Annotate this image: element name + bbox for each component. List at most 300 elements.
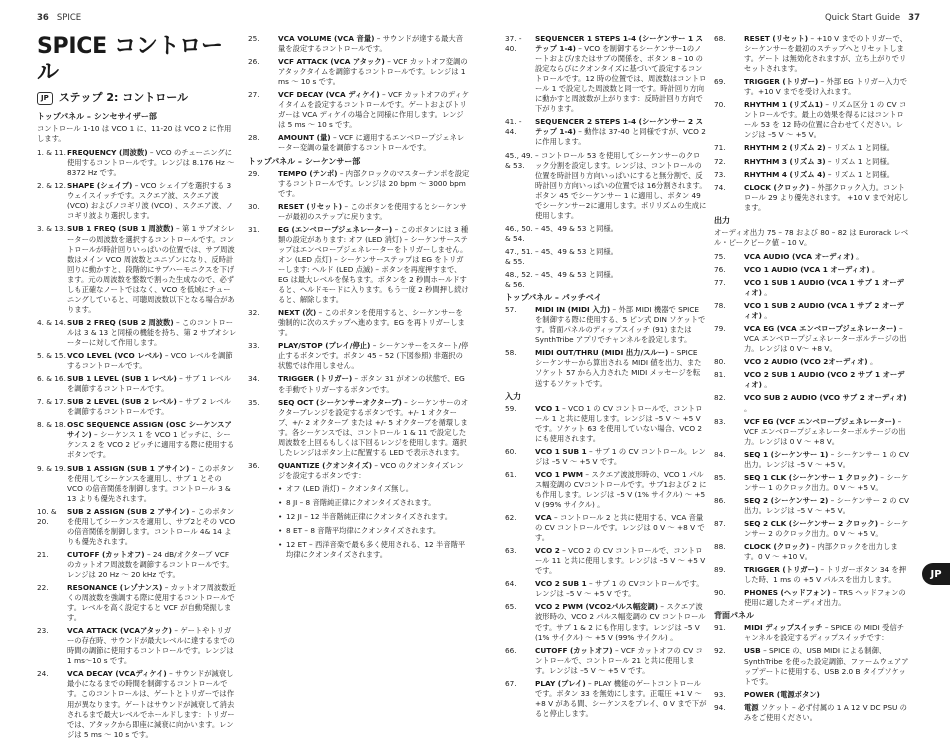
item-description: ソケット – 必ず付属の 1 A 12 V DC PSU のみをご使用ください。 xyxy=(744,702,907,722)
control-item xyxy=(505,447,707,467)
item-text xyxy=(278,34,470,54)
item-label: RESET (リセット) xyxy=(744,34,809,43)
item-number: 66. xyxy=(505,645,517,655)
control-item xyxy=(505,305,707,345)
item-description: – TRS ヘッドフォンの使用に適したオーディオ出力。 xyxy=(744,588,906,608)
item-text xyxy=(278,90,470,130)
item-description: – コントロール 2 と共に使用する、VCA 音量の CV コントロールです。レンジは 0 V ～ +8 V です。 xyxy=(535,513,705,543)
item-description: – このボタンを使用するとシーケンサーが最初のステップに戻ります。 xyxy=(278,201,467,221)
control-item xyxy=(505,247,707,267)
item-label: SUB 1 LEVEL (SUB 1 レベル) xyxy=(67,374,177,384)
item-text xyxy=(535,348,707,388)
control-item xyxy=(505,513,707,543)
item-label: VCO 1 xyxy=(535,403,560,413)
control-item xyxy=(714,519,910,539)
bullet-item xyxy=(278,526,470,536)
item-number: 67. xyxy=(505,678,517,688)
item-description: – VCF カットオフの CV コントロールで、コントロール 21 と共に使用します。レンジは –5 V ～ +5 V です。 xyxy=(535,645,703,675)
item-description: – トリガーボタン 34 を押した時、1 ms の +5 V パルスを出力します。 xyxy=(744,565,907,585)
item-text xyxy=(535,404,707,444)
item-number: 78. xyxy=(714,301,726,311)
item-number: 21. xyxy=(37,549,49,559)
item-number: 48., 52. & 56. xyxy=(505,270,533,290)
item-label: CUTOFF (カットオフ) xyxy=(67,549,145,559)
section-heading xyxy=(37,92,237,105)
item-text xyxy=(744,450,910,470)
subhead-outputs: 出力 xyxy=(714,215,730,225)
bullet-list xyxy=(248,484,470,560)
item-text xyxy=(67,420,237,460)
control-item xyxy=(248,308,470,338)
control-item xyxy=(505,117,707,147)
item-text xyxy=(744,565,910,585)
control-item xyxy=(714,646,910,686)
item-description: – +10 V までのトリガーで、シーケンサーを最初のステップへとリセットします。ゲート は無効化されますが、立ち上がりでリセットされます。 xyxy=(744,34,907,74)
control-item xyxy=(714,170,910,180)
control-item xyxy=(714,265,910,275)
control-item xyxy=(714,278,910,298)
item-description: – SPICE の MIDI 受信チャンネルを設定するディップスイッチです： xyxy=(744,623,905,643)
bullet-text: オフ (LED 消灯) – クオンタイズ無し。 xyxy=(286,483,414,493)
item-number: 41. - 44. xyxy=(505,117,522,137)
item-text xyxy=(67,351,237,371)
item-text xyxy=(744,496,910,516)
item-text xyxy=(535,305,707,345)
control-item xyxy=(505,34,707,114)
item-description: – VCF カットオフ変調のアタックタイムを調節するコントロールです。レンジは 1 ms ～ 10 s です。 xyxy=(278,57,468,87)
item-label: TRIGGER (トリガー) xyxy=(744,565,819,575)
item-number: 10. & 20. xyxy=(37,506,57,526)
item-number: 80. xyxy=(714,357,726,367)
item-number: 25. xyxy=(248,34,260,43)
header-title-right: Quick Start Guide xyxy=(824,13,901,23)
item-label: SEQ OCT (シーケンサーオクターブ) xyxy=(278,397,402,407)
page-number-right: 37 xyxy=(908,13,920,23)
item-number: 31. xyxy=(248,224,260,234)
item-label: MIDI IN (MIDI 入力) xyxy=(535,305,611,315)
item-text xyxy=(535,579,707,599)
control-item xyxy=(714,324,910,354)
bullet-text: 8 JI – 8 音階純正律にクオンタイズされます。 xyxy=(286,497,436,507)
control-item xyxy=(37,224,237,314)
item-text xyxy=(744,34,910,74)
item-number: 36. xyxy=(248,460,260,470)
item-label: SEQ 1 (シーケンサー 1) xyxy=(744,449,829,459)
item-number: 57. xyxy=(505,305,517,315)
item-label: RHYTHM 2 (リズム 2) xyxy=(744,143,826,153)
item-text xyxy=(744,519,910,539)
item-number: 69. xyxy=(714,77,726,87)
control-item xyxy=(714,301,910,321)
item-number: 70. xyxy=(714,100,726,110)
control-item xyxy=(714,252,910,262)
item-text xyxy=(744,473,910,493)
item-text xyxy=(67,669,237,739)
item-text xyxy=(744,265,910,275)
item-text xyxy=(535,513,707,543)
item-number: 65. xyxy=(505,602,517,612)
control-item xyxy=(505,579,707,599)
subhead-patchbay: トップパネル – パッチベイ xyxy=(505,293,602,303)
item-number: 86. xyxy=(714,495,726,505)
control-item xyxy=(37,397,237,417)
item-label: SEQUENCER 2 STEPS 1-4 (シーケンサー 2 ステップ 1-4) xyxy=(535,117,703,137)
item-description: – VCO を制御するシーケンサー1のノートおよび/またはサブの関係を、ボタン 8 – 10 の設定ならびにクオンタイズに基づいて設定するコントロールです。12 時の位置では、周波数はコントロール 1 で設定した周波数と同一です。時計回り方向に動かすと周波数が上がります：反時計回り方向で下がります。 xyxy=(535,44,707,114)
item-list xyxy=(714,252,910,608)
item-number: 45., 49. & 53. xyxy=(505,150,533,170)
control-item xyxy=(248,34,470,54)
item-text xyxy=(744,77,910,97)
bullet-icon: • xyxy=(278,497,283,507)
item-list xyxy=(248,169,470,481)
control-item xyxy=(505,270,707,290)
item-description: – ゲートやトリガーの存在時、サウンドが最大レベルに達するまでの時間の調節に使用するコントロールです。レンジは 1 ms～10 s です。 xyxy=(67,626,235,666)
item-label: VCO LEVEL (VCO レベル) xyxy=(67,351,163,361)
item-number: 46., 50. & 54. xyxy=(505,223,533,243)
item-text xyxy=(278,133,470,153)
subhead-sequencer: トップパネル – シーケンサー部 xyxy=(248,156,361,166)
item-text xyxy=(744,170,910,180)
item-description: – 外部 MIDI 機器で SPICE を制御する際に使用する、5 ピン式 DIN ソケットです。背面パネルのディップスイッチ (91) または SynthTribe アプリでチャンネルを設定します。 xyxy=(535,305,706,345)
item-description: – SPICE の、USB MIDI による制御、SynthTribe を使った設定調節、ファームウェアアップデートに使用する、USB 2.0 B タイプソケットです。 xyxy=(744,646,909,686)
item-list xyxy=(37,148,237,740)
item-label: VCF EG (VCF エンベロープジェネレーター) xyxy=(744,416,896,426)
item-text xyxy=(744,100,910,140)
item-number: 28. xyxy=(248,133,260,143)
control-item xyxy=(505,224,707,244)
item-label: RHYTHM 3 (リズム 3) xyxy=(744,156,826,166)
item-description: – サブ 2 レベルを調節するコントロールです。 xyxy=(67,397,231,417)
item-number: 82. xyxy=(714,393,726,403)
bullet-item xyxy=(278,498,470,508)
item-description: – VCO レベルを調節するコントロールです。 xyxy=(67,351,233,371)
item-label: SHAPE (シェイプ) xyxy=(67,181,133,191)
column-1 xyxy=(37,34,237,743)
item-list xyxy=(248,34,470,154)
item-description: – VCA エンベロープジェネレーターボルテージの出力。レンジは 0 V～ +8 V。 xyxy=(744,324,907,354)
language-tab-jp: JP xyxy=(922,563,950,585)
item-number: 24. xyxy=(37,669,49,679)
item-number: 61. xyxy=(505,469,517,479)
item-description: – リズム区分 1 の CV コントロールです。最上の効果を得るにはコントロール 53 を 12 時の位置に合わせてください。レンジは –5 V ～ +5 V。 xyxy=(744,100,907,140)
item-label: AMOUNT (量) xyxy=(278,133,331,143)
item-text xyxy=(535,117,707,147)
item-label: NEXT (次) xyxy=(278,308,317,318)
control-item xyxy=(714,370,910,390)
item-number: 32. xyxy=(248,308,260,318)
item-text xyxy=(67,626,237,666)
item-text xyxy=(67,318,237,348)
item-label: VCA EG (VCA エンベロープジェネレーター) xyxy=(744,324,897,334)
item-label: VCO SUB 2 AUDIO (VCO サブ 2 オーディオ) xyxy=(744,393,907,403)
item-text xyxy=(67,583,237,623)
item-number: 9. & 19. xyxy=(37,463,66,473)
item-text xyxy=(744,252,910,262)
item-text xyxy=(278,341,470,371)
item-description: 。 xyxy=(869,264,880,274)
control-item xyxy=(714,473,910,493)
item-description: – リズム 1 と同様。 xyxy=(825,143,895,153)
item-description: – シーケンサー 2 のクロック出力。0 V ～ +5 V。 xyxy=(744,518,909,539)
item-label: TEMPO (テンポ) xyxy=(278,168,338,178)
bullet-item xyxy=(278,512,470,522)
item-label: VCO 1 PWM xyxy=(535,469,584,479)
page-number-left: 36 xyxy=(37,13,49,23)
item-text xyxy=(278,308,470,338)
control-item xyxy=(714,34,910,74)
control-item xyxy=(505,602,707,642)
item-description: – VCO のチューニングに使用するコントロールです。レンジは 8.176 Hz ～ 8372 Hz です。 xyxy=(67,148,235,178)
item-label: VCA xyxy=(535,513,552,523)
item-text xyxy=(278,202,470,222)
item-description: – リズム 1 と同様。 xyxy=(825,169,895,179)
item-label: VCO 1 AUDIO (VCA 1 オーディオ) xyxy=(744,264,870,274)
control-item xyxy=(248,374,470,394)
item-number: 37. - 40. xyxy=(505,34,522,54)
item-text xyxy=(67,374,237,394)
page-title: SPICE コントロール xyxy=(37,34,223,85)
item-number: 74. xyxy=(714,182,726,192)
item-number: 93. xyxy=(714,689,726,699)
item-description: – 外部クロック入力。コントロール 29 より優先されます。 +10 V まで対応します。 xyxy=(744,182,909,212)
item-number: 2. & 12. xyxy=(37,181,66,191)
bullet-item xyxy=(278,540,470,560)
item-label: EG (エンベロープジェネレーター) xyxy=(278,224,393,234)
item-number: 33. xyxy=(248,341,260,351)
intro-text: コントロール 1-10 は VCO 1 に、11-20 は VCO 2 に作用します。 xyxy=(37,124,232,144)
item-number: 89. xyxy=(714,565,726,575)
bullet-item xyxy=(278,484,470,494)
item-number: 34. xyxy=(248,374,260,384)
item-number: 27. xyxy=(248,90,260,100)
item-number: 58. xyxy=(505,348,517,358)
item-label: SEQ 2 CLK (シーケンサー 2 クロック) xyxy=(744,518,879,528)
item-number: 8. & 18. xyxy=(37,420,66,430)
control-item xyxy=(248,225,470,305)
item-text xyxy=(744,183,910,213)
item-number: 6. & 16. xyxy=(37,374,66,384)
item-description: – VCF カットオフのディケイタイムを設定するコントロールです。ゲートおよびトリガーは VCA ディケイの場合と同様に作用します。レンジは 5 ms ～ 10 s です。 xyxy=(278,90,470,130)
item-number: 87. xyxy=(714,518,726,528)
control-item xyxy=(714,417,910,447)
subhead-synth: トップパネル – シンセサイザー部 xyxy=(37,112,157,121)
item-text xyxy=(535,151,707,221)
item-label: VCO 2 xyxy=(535,546,560,556)
item-text xyxy=(744,703,910,723)
item-description: – シーケンサー 1 の CV 出力。レンジは –5 V ～ +5 V。 xyxy=(744,449,910,469)
item-description: – 24 dB/オクターブ VCF のカットオフ周波数を調節するコントロールです。レンジは 20 Hz ～ 20 kHz です。 xyxy=(67,549,234,579)
item-number: 68. xyxy=(714,34,726,43)
control-item xyxy=(37,318,237,348)
item-label: SEQ 2 (シーケンサー 2) xyxy=(744,495,829,505)
item-number: 62. xyxy=(505,513,517,523)
item-text xyxy=(535,679,707,719)
control-item xyxy=(714,450,910,470)
item-description: – サブ 1 レベルを調節するコントロールです。 xyxy=(67,374,231,394)
item-text xyxy=(744,690,910,700)
item-label: MIDI ディップスイッチ xyxy=(744,623,823,633)
item-number: 30. xyxy=(248,201,260,211)
control-item xyxy=(714,496,910,516)
column-4 xyxy=(714,34,910,726)
item-label: CLOCK (クロック) xyxy=(744,182,810,192)
item-label: RESET (リセット) xyxy=(278,201,343,211)
control-item xyxy=(248,461,470,481)
item-number: 60. xyxy=(505,446,517,456)
control-item xyxy=(714,703,910,723)
item-list xyxy=(714,34,910,213)
bullet-icon: • xyxy=(278,483,283,493)
item-label: VCO 2 SUB 1 xyxy=(535,579,587,589)
item-list xyxy=(505,404,707,719)
item-description: – カットオフ周波数近くの周波数を強調する際に使用するコントロールです。レベルを高く設定すると VCF が自動発振します。 xyxy=(67,583,236,623)
item-text xyxy=(535,447,707,467)
control-item xyxy=(714,357,910,367)
control-item xyxy=(37,550,237,580)
item-number: 5. & 15. xyxy=(37,351,66,361)
item-label: VCO 2 AUDIO (VCO 2オーディオ) xyxy=(744,357,868,367)
control-item xyxy=(37,351,237,371)
page-header-left xyxy=(37,13,81,23)
item-number: 81. xyxy=(714,370,726,380)
column-3 xyxy=(505,34,707,722)
subhead-inputs: 入力 xyxy=(505,391,521,401)
item-description: 。 xyxy=(867,357,878,367)
item-text xyxy=(535,602,707,642)
item-number: 26. xyxy=(248,57,260,67)
item-number: 71. xyxy=(714,143,726,153)
item-text xyxy=(535,646,707,676)
item-label: VCA AUDIO (VCA オーディオ) xyxy=(744,251,854,261)
item-text xyxy=(744,278,910,298)
item-list xyxy=(714,623,910,722)
item-label: RHYTHM 4 (リズム 4) xyxy=(744,169,826,179)
control-item xyxy=(37,181,237,221)
column-2 xyxy=(248,34,470,564)
control-item xyxy=(248,341,470,371)
item-label: PLAY (プレイ) xyxy=(535,678,586,688)
item-description: – 45、49 & 53 と同様。 xyxy=(535,246,618,256)
control-item xyxy=(714,100,910,140)
item-label: CLOCK (クロック) xyxy=(744,542,810,552)
item-label: TRIGGER (トリガー) xyxy=(744,77,819,87)
item-number: 73. xyxy=(714,169,726,179)
item-description: – コントロール 53 を使用してシーケンサーのクロック分割を設定します。レンジは、コントロールの位置を時計回り方向いっぱいにすると無分割で、反時計回り方向いっぱいの位置では 16分割されます。ボタン 45 でシーケンサー 1 に適用し、ボタン 49 でシーケンサー2に適用します。ボリリズムの生成に使用します。 xyxy=(535,150,707,220)
item-text xyxy=(744,370,910,390)
header-title-left: SPICE xyxy=(56,13,82,23)
item-description: – シーケンサーのオクターブレンジを設定するボタンです。+/- 1 オクターブ、+/- 2 オクターブ または +/- 5 オクターブを循環します。各シーケンスでは、コントロール 1 & 11 で設定した周波数を上回るもしくは下回るレンジを使用します。選択したレンジはボタン上に配置する LED で表示されます。 xyxy=(278,397,469,457)
item-text xyxy=(744,324,910,354)
section-title: ステップ 2: コントロール xyxy=(58,91,189,105)
item-number: 3. & 13. xyxy=(37,224,66,234)
control-item xyxy=(248,398,470,458)
item-description: 。 xyxy=(744,403,752,413)
item-number: 83. xyxy=(714,416,726,426)
control-item xyxy=(714,77,910,97)
item-number: 76. xyxy=(714,264,726,274)
item-label: SEQ 1 CLK (シーケンサー 1 クロック) xyxy=(744,472,879,482)
item-text xyxy=(744,646,910,686)
item-description: – このボタンには 3 種類の設定があります: オフ (LED 消灯) – シーケンサーステップはエンベロープジェネレーターをトリガーしません。オン (LED 点灯) – シーケンサーステップは EG をトリガーします: ヘルド (LED 点滅) – ボタンを再度押すまで、EG は最大レベルを保ちます。ボタンを 2 秒間ホールドすると、ヘルドモードに入ります。もう一度 2 秒間押し続けると、解除します。 xyxy=(278,224,469,305)
item-label: TRIGGER (トリガー) xyxy=(278,374,353,384)
item-description: – 45、49 & 53 と同様。 xyxy=(535,223,618,233)
item-text xyxy=(67,464,237,504)
item-description: – スクエア波波形時の、VCO 1 パルス幅変調の CVコントロールです。サブ1および 2 にも作用します。レンジは –5 V (1% サイクル) ～ +5 V (99% サイクル) 。 xyxy=(535,469,707,510)
control-item xyxy=(505,679,707,719)
item-label: POWER (電源ボタン) xyxy=(744,689,820,699)
control-item xyxy=(505,646,707,676)
control-item xyxy=(37,626,237,666)
item-number: 91. xyxy=(714,623,726,633)
item-description: – VCF エンベロープジェネレーターボルテージの出力。レンジは 0 V ～ +8 V。 xyxy=(744,416,906,446)
item-label: VCO 1 SUB 1 xyxy=(535,446,587,456)
control-item xyxy=(248,57,470,87)
control-item xyxy=(714,183,910,213)
item-label: VCF DECAY (VCA ディケイ) xyxy=(278,90,380,100)
control-item xyxy=(37,583,237,623)
item-description: – VCO 2 の CV コントロールで、コントロール 11 と共に使用します。レンジは –5 V ～ +5 V です。 xyxy=(535,546,706,576)
item-label: VCO 2 SUB 1 AUDIO (VCO 2 サブ 1 オーディオ) xyxy=(744,370,905,390)
item-description: – スクエア波波形時の、VCO 2 パルス幅変調の CV コントロールです。サブ 1 & 2 にも作用します。レンジは –5 V (1% サイクル) ～ +5 V (99% サイクル) 。 xyxy=(535,602,706,642)
item-description: – このコントロールは 3 & 13 と同様の機能を持ち、第 2 サブオシレーターに対して作用します。 xyxy=(67,317,237,347)
item-label: VCF ATTACK (VCA アタック) xyxy=(278,57,385,67)
control-item xyxy=(714,143,910,153)
item-label: VCO 1 SUB 2 AUDIO (VCA 1 サブ 2 オーディオ) xyxy=(744,301,904,321)
item-number: 94. xyxy=(714,702,726,712)
item-description: – サウンドが達する最大音量を設定するコントロールです。 xyxy=(278,34,464,54)
item-label: PLAY/STOP (プレイ/停止) xyxy=(278,341,371,351)
item-label: 電源 xyxy=(744,702,759,712)
item-text xyxy=(535,546,707,576)
control-item xyxy=(505,546,707,576)
item-description: – 内部クロックを出力します。0 V ～ +10 V。 xyxy=(744,542,898,562)
item-text xyxy=(535,470,707,510)
control-item xyxy=(248,169,470,199)
subhead-rear-panel: 背面パネル xyxy=(714,611,754,621)
bullet-text: 12 ET – 西洋音楽で最も多く使用される、12 半音階平均律にクオンタイズされます。 xyxy=(286,540,466,560)
item-text xyxy=(278,374,470,394)
item-description: – ボタン 31 がオンの状態で、EG を手動でトリガーするボタンです。 xyxy=(278,374,465,394)
item-text xyxy=(744,157,910,167)
item-text xyxy=(744,393,910,413)
item-text xyxy=(535,270,707,290)
control-item xyxy=(714,690,910,700)
outputs-intro: オーディオ出力 75 – 78 および 80 – 82 は Eurorack レベル・ピークピーク値 – 10 V。 xyxy=(714,227,909,247)
item-number: 29. xyxy=(248,168,260,178)
bullet-text: 12 JI – 12 半音階純正律にクオンタイズされます。 xyxy=(286,512,453,522)
item-description: – PLAY 機能のゲートコントロールです。ボタン 33 を無効にします。正電圧 +1 V ～ +8 V がある間、シーケンスをプレイ、0 V まで下がると停止します。 xyxy=(535,678,707,718)
item-label: OSC SEQUENCE ASSIGN (OSC シーケンスアサイン) xyxy=(67,420,232,440)
item-label: RESONANCE (レゾナンス) xyxy=(67,583,163,593)
item-number: 92. xyxy=(714,646,726,656)
item-number: 85. xyxy=(714,472,726,482)
control-item xyxy=(248,90,470,130)
item-number: 63. xyxy=(505,546,517,556)
item-description: 。 xyxy=(853,251,864,261)
item-number: 79. xyxy=(714,324,726,334)
item-number: 35. xyxy=(248,397,260,407)
item-description: – 内部クロックのマスターテンポを設定するコントロールです。レンジは 20 bpm ～ 3000 bpm です。 xyxy=(278,168,470,198)
item-description: – 第 1 サブオシレーターの周波数を選択するコントロールです。コントロールが時計回りいっぱいの位置では、サブ周波数はメイン VCO 周波数とユニゾンになり、反時計回りに動かすと、段階的にサブハーモニクスを下げます。元の周波数を整数で割った生成なので、必ずしも正確なノートではなく、VCO を低域にチューニングしていると、可聴周波数以下となる場合があります。 xyxy=(67,224,235,314)
item-description: – サブ 1 の CVコントロールです。レンジは –5 V ～ +5 V です。 xyxy=(535,579,704,599)
item-label: VCA DECAY (VCAディケイ) xyxy=(67,669,167,679)
control-item xyxy=(37,148,237,178)
item-description: – 外部 EG トリガー入力です。+10 V までを受け入れます。 xyxy=(744,77,908,97)
item-text xyxy=(535,34,707,114)
page-header-right xyxy=(825,13,920,23)
item-label: RHYTHM 1 (リズム1) xyxy=(744,100,824,110)
item-description: – VCO シェイプを選択する 3 ウェイスイッチです。スクエア波、スクエア波 (VCO) およびノコギリ波 (VCO) 、スクエア波、ノコギリ波より選択します。 xyxy=(67,181,234,221)
